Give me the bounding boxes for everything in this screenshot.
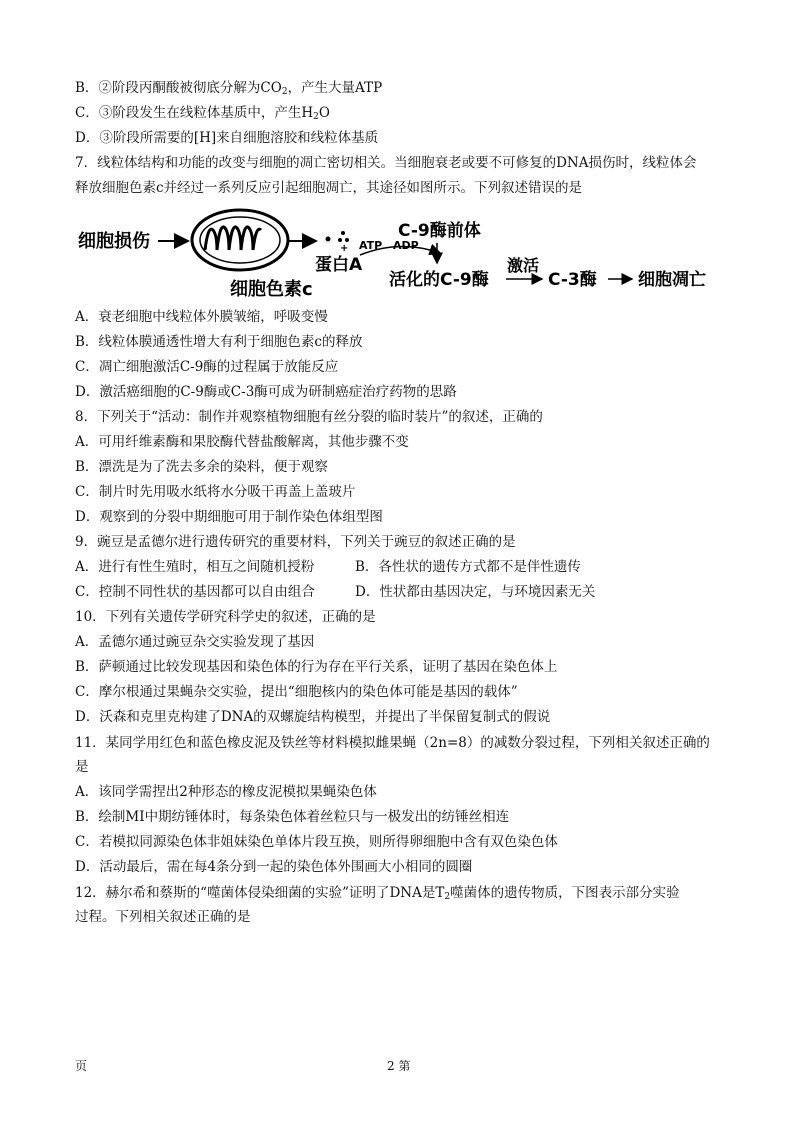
q8-option-d: D．观察到的分裂中期细胞可用于制作染色体组型图 (75, 509, 383, 525)
q8-stem: 8．下列关于“活动：制作并观察植物细胞有丝分裂的临时装片”的叙述，正确的 (75, 409, 543, 425)
adp-label: ADP (393, 239, 419, 252)
q9-option-b: B．各性状的遗传方式都不是伴性遗传 (355, 559, 581, 575)
mitochondrion-icon (192, 210, 288, 270)
cytochrome-c-label: 细胞色素c (230, 279, 313, 300)
q11-option-b: B．绘制MⅠ中期纺锤体时，每条染色体着丝粒只与一极发出的纺锤丝相连 (75, 809, 510, 825)
q10-option-c: C．摩尔根通过果蝇杂交实验，提出“细胞核内的染色体可能是基因的载体” (75, 684, 518, 700)
q7-option-c: C．凋亡细胞激活C-9酶的过程属于放能反应 (75, 359, 339, 375)
option-d-line: D．③阶段所需要的[H]来自细胞溶胶和线粒体基质 (75, 130, 379, 146)
q10-option-a: A．孟德尔通过豌豆杂交实验发现了基因 (75, 634, 315, 650)
c9-precursor-label: C-9酶前体 (398, 221, 481, 241)
cytochrome-dots (326, 231, 350, 254)
atp-label: ATP (359, 239, 383, 252)
q10-option-b: B．萨顿通过比较发现基因和染色体的行为存在平行关系，证明了基因在染色体上 (75, 659, 558, 675)
q11-option-c: C．若模拟同源染色体非姐妹染色单体片段互换，则所得卵细胞中含有双色染色体 (75, 834, 558, 850)
cell-damage-label: 细胞损伤 (78, 231, 150, 252)
q7-option-d: D．激活癌细胞的C-9酶或C-3酶可成为研制癌症治疗药物的思路 (75, 384, 457, 400)
q11-stem-line2: 是 (75, 759, 89, 775)
q9-option-d: D．性状都由基因决定，与环境因素无关 (355, 584, 596, 600)
option-b-line: B．②阶段丙酮酸被彻底分解为$CO_2$，产生大量ATP (75, 80, 383, 97)
q11-option-d: D．活动最后，需在每4条分到一起的染色体外围画大小相同的圆圈 (75, 859, 473, 875)
q9-options-row1 (75, 558, 720, 576)
q7-stem-line1: 7．线粒体结构和功能的改变与细胞的凋亡密切相关。当细胞衰老或要不可修复的DNA损伤时，线粒体会 (75, 155, 697, 171)
q9-option-c: C．控制不同性状的基因都可以自由组合 (75, 584, 315, 600)
q11-option-a: A．该同学需捏出2种形态的橡皮泥模拟果蝇染色体 (75, 784, 377, 800)
q10-stem: 10．下列有关遗传学研究科学史的叙述，正确的是 (75, 609, 376, 625)
activate-label: 激活 (507, 256, 540, 275)
option-c-line: C．③阶段发生在线粒体基质中，产生$H_2O$ (75, 105, 330, 122)
q9-stem: 9．豌豆是孟德尔进行遗传研究的重要材料，下列关于豌豆的叙述正确的是 (75, 534, 516, 550)
protein-a-label: 蛋白A (315, 255, 363, 275)
q9-options-row2 (75, 583, 720, 601)
c3-label: C-3酶 (548, 270, 597, 290)
footer-page-number: 2 第 (387, 1059, 411, 1073)
apoptosis-pathway-diagram (70, 205, 730, 305)
apoptosis-label: 细胞凋亡 (638, 270, 706, 290)
q8-option-c: C．制片时先用吸水纸将水分吸干再盖上盖玻片 (75, 484, 356, 500)
svg-text:+: + (340, 243, 349, 254)
q7-option-a: A．衰老细胞中线粒体外膜皱缩，呼吸变慢 (75, 309, 328, 325)
q9-option-a: A．进行有性生殖时，相互之间随机授粉 (75, 559, 315, 575)
q8-option-a: A．可用纤维素酶和果胶酶代替盐酸解离，其他步骤不变 (75, 434, 409, 450)
q7-option-b: B．线粒体膜通透性增大有利于细胞色素c的释放 (75, 334, 363, 350)
q7-stem-line2: 释放细胞色素c并经过一系列反应引起细胞凋亡，其途径如图所示。下列叙述错误的是 (75, 180, 583, 196)
activated-c9-label: 活化的C-9酶 (389, 270, 489, 290)
q10-option-d: D．沃森和克里克构建了DNA的双螺旋结构模型，并提出了半保留复制式的假说 (75, 709, 551, 725)
q11-stem-line1: 11．某同学用红色和蓝色橡皮泥及铁丝等材料模拟雌果蝇（2n=8）的减数分裂过程，下列相关叙述正确的 (75, 735, 710, 751)
q12-stem-line1: 12．赫尔希和蔡斯的“噬菌体侵染细菌的实验”证明了DNA是$T_2$噬菌体的遗传物质，下图表示部分实验 (75, 885, 680, 902)
q12-stem-line2: 过程。下列相关叙述正确的是 (75, 909, 251, 925)
q8-option-b: B．漂洗是为了洗去多余的染料，便于观察 (75, 459, 328, 475)
footer-left: 页 (75, 1059, 88, 1073)
